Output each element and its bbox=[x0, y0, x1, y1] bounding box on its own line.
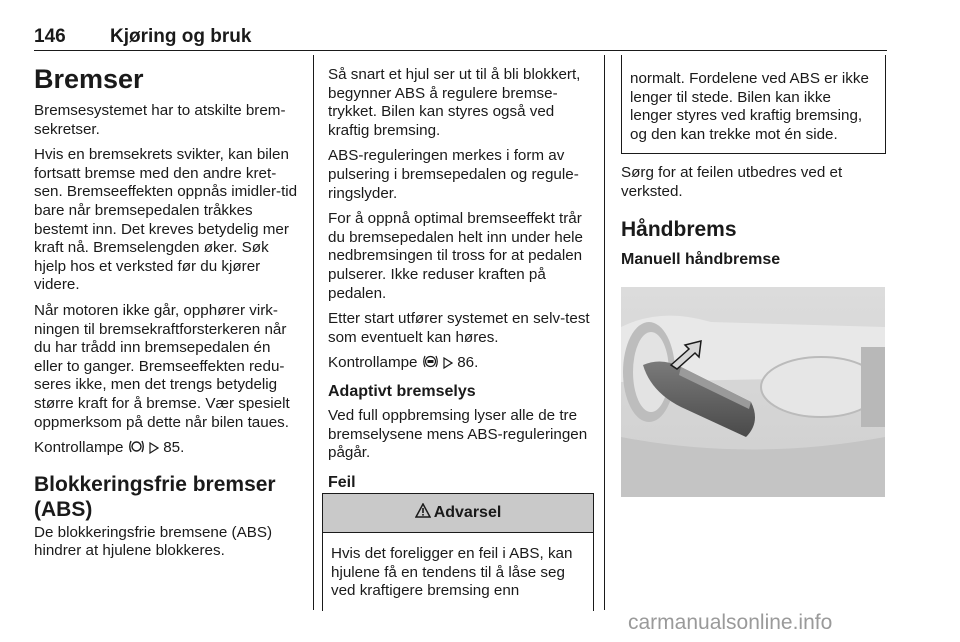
warning-box-continued bbox=[621, 55, 886, 154]
paragraph: Etter start utfører systemet en selv-test som eventuelt kan høres. bbox=[328, 310, 590, 346]
warning-text-continued: normalt. Fordelene ved ABS er ikke lenger til stede. Bilen kan ikke lenger styres ved kraftig bremsing, og den kan trekke mot én side. bbox=[630, 70, 869, 143]
column-middle bbox=[328, 66, 594, 498]
section-title: Kjøring og bruk bbox=[110, 26, 252, 47]
paragraph: Sørg for at feilen utbedres ved et verksted. bbox=[621, 164, 843, 200]
column-divider-2 bbox=[604, 55, 605, 610]
warning-box bbox=[322, 493, 594, 611]
paragraph: For å oppnå optimal bremseeffekt trår du bremsepedalen helt inn under hele nedbremsingen til tross for at pedalen pulserer. Ikke reduser kraften på pedalen. bbox=[328, 210, 583, 302]
lamp-reference bbox=[34, 439, 300, 460]
paragraph: Ved full oppbremsing lyser alle de tre bremselysene mens ABS-reguleringen pågår. bbox=[328, 406, 588, 462]
lamp-label: Kontrollampe bbox=[328, 354, 418, 372]
lamp-page-ref: 85. bbox=[163, 439, 185, 457]
lamp-page-ref: 86. bbox=[457, 354, 479, 372]
heading-manual-handbrake: Manuell håndbremse bbox=[621, 251, 781, 269]
lamp-label: Kontrollampe bbox=[34, 439, 124, 457]
warning-title: Advarsel bbox=[433, 504, 502, 521]
heading-fault: Feil bbox=[328, 473, 356, 491]
heading-bremser: Bremser bbox=[34, 64, 144, 94]
heading-handbrake: Håndbrems bbox=[621, 218, 737, 242]
warning-header bbox=[323, 494, 593, 533]
column-divider-1 bbox=[313, 55, 314, 610]
page-reference-icon bbox=[149, 441, 159, 460]
paragraph: ABS-reguleringen merkes i form av pulsering i bremsepedalen og regule-ringslyder. bbox=[328, 147, 579, 202]
heading-adaptive-brake-light: Adaptivt bremselys bbox=[328, 382, 476, 400]
page-number: 146 bbox=[34, 26, 66, 47]
column-right bbox=[621, 164, 885, 275]
abs-icon bbox=[422, 354, 439, 375]
paragraph: Hvis en bremsekrets svikter, kan bilen fortsatt bremse med den andre kret-sen. Bremseeffekten oppnås imidler-tid bare når bremsepedalen tråkkes bestemt inn. Det kreves betydelig mer kraft nå. Bremselengden øker. Søk hjelp hos et verksted før du kjører videre. bbox=[34, 146, 298, 294]
warning-triangle-icon bbox=[415, 503, 431, 523]
heading-abs: Blokkeringsfrie bremser (ABS) bbox=[34, 472, 276, 521]
paragraph: Når motoren ikke går, opphører virk-ningen til bremsekraftforsterkeren når du har trådd inn bremsepedalen én eller to ganger. Bremseeffekten redu-seres ikke, men det trengs betydelig større kraft for å bremse. Vær spesielt oppmerksom på dette når bilen taues. bbox=[34, 301, 290, 431]
handbrake-photo bbox=[621, 287, 885, 497]
paragraph: Bremsesystemet har to atskilte brem-sekretser. bbox=[34, 102, 286, 138]
paragraph: Så snart et hjul ser ut til å bli blokkert, begynner ABS å regulere bremse-trykket. Bilen kan styres også ved kraftig bremsing. bbox=[328, 66, 581, 139]
brake-warning-icon bbox=[128, 439, 145, 460]
lamp-reference bbox=[328, 354, 594, 375]
warning-text: Hvis det foreligger en feil i ABS, kan hjulene få en tendens til å låse seg ved kraftigere bremsing enn bbox=[331, 545, 573, 600]
watermark: carmanualsonline.info bbox=[628, 611, 833, 634]
paragraph: De blokkeringsfrie bremsene (ABS) hindrer at hjulene blokkeres. bbox=[34, 523, 273, 560]
column-left bbox=[34, 58, 300, 568]
page-header bbox=[34, 26, 887, 51]
page-reference-icon bbox=[443, 356, 453, 375]
